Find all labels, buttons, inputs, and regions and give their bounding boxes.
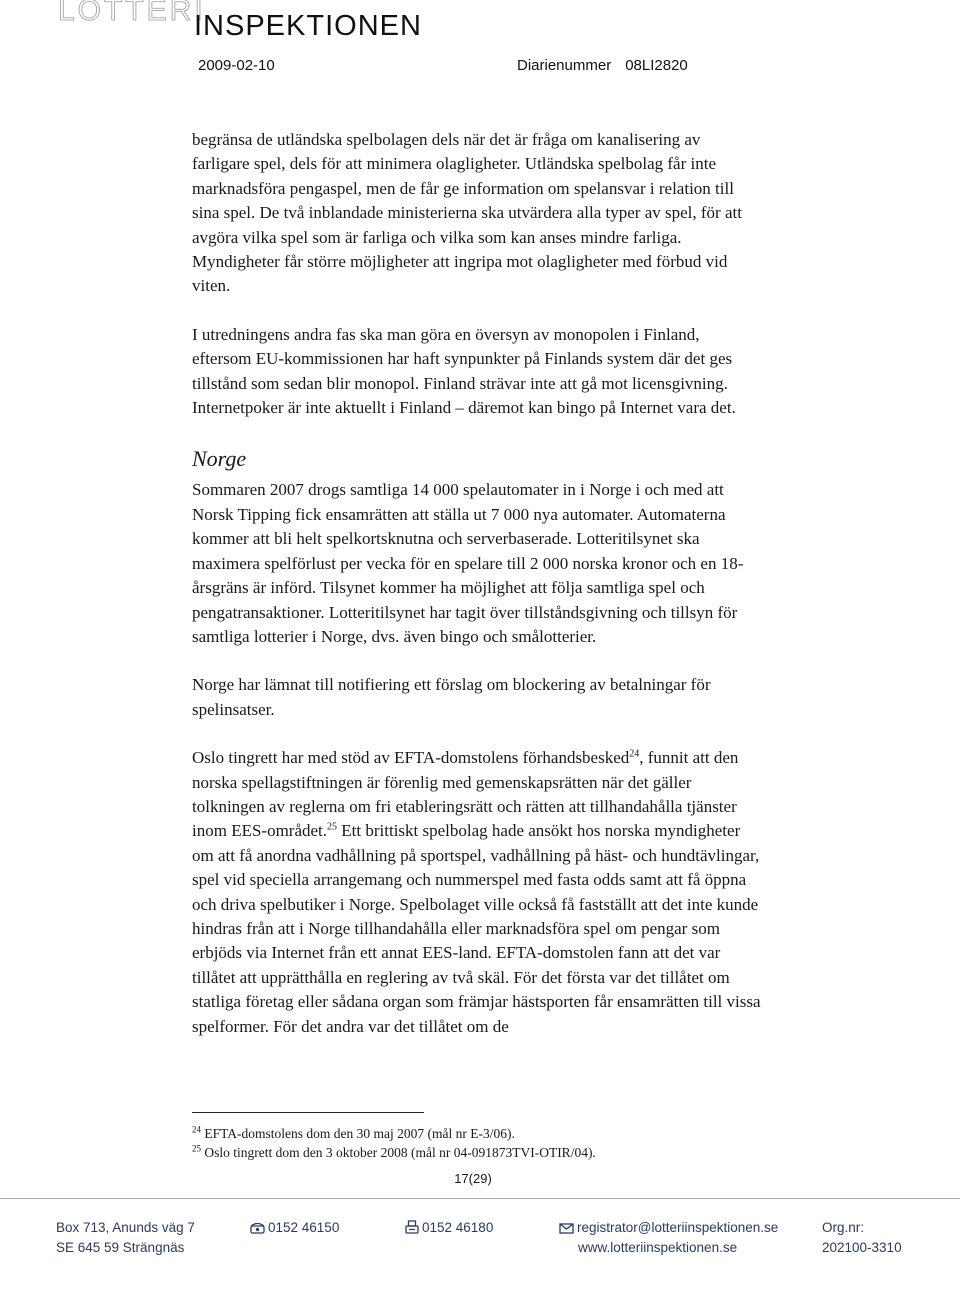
footer-divider bbox=[0, 1198, 960, 1199]
footnote-divider bbox=[192, 1112, 424, 1113]
footer-address-line1: Box 713, Anunds väg 7 bbox=[56, 1220, 195, 1235]
phone-icon bbox=[250, 1222, 265, 1237]
footer-email bbox=[559, 1220, 778, 1237]
diarienummer bbox=[517, 57, 688, 74]
fax-icon bbox=[405, 1220, 419, 1237]
paragraph-5-part-c: Ett brittiskt spelbolag hade ansökt hos norska myndigheter om att få anordna vadhållning på sportspel, vadhållning på häst- och hundtävlingar, spel vid speciella arrangemang och nummerspel med fasta odds samt att få öppna och driva spelbutiker i Norge. Spelbolaget ville också få fastställt att det inte kunde hindras från att i Norge tillhandahålla eller marknadsföra spel om pengar som erbjöds via Internet från ett annat EES-land. EFTA-domstolen fann att det var tillåtet att upprätthålla en reglering av två skäl. För det första var det tillåtet om statliga företag eller sådana organ som främjar hästsporten får ensamrätten till vissa spelformer. För det andra var det tillåtet om de bbox=[192, 821, 761, 1036]
footnote-number: 25 bbox=[192, 1143, 201, 1154]
footer-phone bbox=[250, 1220, 339, 1237]
paragraph-2: I utredningens andra fas ska man göra en översyn av monopolen i Finland, eftersom EU-kommissionen har haft synpunkter på Finlands system där det ges tillstånd som sedan blir monopol. Finland strävar inte att gå mot licensgivning. Internetpoker är inte aktuellt i Finland – däremot kan bingo på Internet vara det. bbox=[192, 324, 736, 418]
footnote-25 bbox=[192, 1143, 596, 1162]
footnote-ref-24[interactable]: 24 bbox=[629, 748, 640, 760]
document-body bbox=[192, 128, 762, 1063]
logo-lotteri: LOTTERI bbox=[58, 0, 206, 27]
paragraph-3: Sommaren 2007 drogs samtliga 14 000 spelautomater in i Norge i och med att Norsk Tipping fick ensamrätten att ställa ut 7 000 nya automater. Automaterna kommer att bli helt spelkortsknutna och serverbaserade. Lotteritilsynet ska maximera spelförlust per vecka för en spelare till 2 000 norska kronor och en 18-årsgräns är införd. Tilsynet kommer ha möjlighet att följa samtliga spel och pengatransaktioner. Lotteritilsynet har tagit över tillståndsgivning och tillsyn för samtliga lotterier i Norge, dvs. även bingo och smålotterier. bbox=[192, 480, 744, 646]
footnote-24 bbox=[192, 1124, 596, 1143]
diarienummer-value: 08LI2820 bbox=[625, 57, 688, 74]
website-link[interactable]: www.lotteriinspektionen.se bbox=[578, 1240, 738, 1255]
footnote-text: Oslo tingrett dom den 3 oktober 2008 (mål nr 04-091873TVI-OTIR/04). bbox=[201, 1145, 596, 1160]
envelope-icon bbox=[559, 1222, 574, 1237]
orgnr-value: 202100-3310 bbox=[822, 1240, 902, 1255]
paragraph-5-part-a: Oslo tingrett har med stöd av EFTA-domstolens förhandsbesked bbox=[192, 748, 630, 768]
document-date: 2009-02-10 bbox=[198, 57, 275, 74]
footer-address-line2: SE 645 59 Strängnäs bbox=[56, 1240, 185, 1255]
footer-fax bbox=[405, 1220, 493, 1237]
diarienummer-label: Diarienummer bbox=[517, 57, 612, 74]
paragraph-4: Norge har lämnat till notifiering ett förslag om blockering av betalningar för spelinsatser. bbox=[192, 675, 711, 719]
logo-inspektionen: INSPEKTIONEN bbox=[194, 10, 422, 42]
paragraph-1: begränsa de utländska spelbolagen dels när det är fråga om kanalisering av farligare spel, dels för att minimera olagligheter. Utländska spelbolag får inte marknadsföra pengaspel, men de får ge information om spelansvar i relation till sina spel. De två inblandade ministerierna ska utvärdera alla typer av spel, för att avgöra vilka spel som är farliga och vilka som kan anses mindre farliga. Myndigheter får större möjligheter att ingripa mot olagligheter med förbud vid viten. bbox=[192, 130, 742, 296]
footnote-ref-25[interactable]: 25 bbox=[327, 821, 338, 833]
fax-number[interactable]: 0152 46180 bbox=[422, 1220, 494, 1235]
email-link[interactable]: registrator@lotteriinspektionen.se bbox=[577, 1220, 779, 1235]
paragraph-5 bbox=[192, 746, 762, 1039]
page-number: 17(29) bbox=[454, 1171, 492, 1186]
orgnr-label: Org.nr: bbox=[822, 1220, 865, 1235]
footnote-text: EFTA-domstolens dom den 30 maj 2007 (mål nr E-3/06). bbox=[201, 1126, 515, 1141]
heading-norge: Norge bbox=[192, 446, 247, 472]
phone-number[interactable]: 0152 46150 bbox=[268, 1220, 340, 1235]
footnotes bbox=[192, 1124, 596, 1162]
paragraph-5-part-b: , funnit att den norska spellagstiftningen är förenlig med gemenskapsrätten när det gäller tolkningen av reglerna om fri etableringsrätt och rätten att tillhandahålla tjänster inom EES-området. bbox=[192, 748, 739, 841]
footnote-number: 24 bbox=[192, 1124, 201, 1135]
